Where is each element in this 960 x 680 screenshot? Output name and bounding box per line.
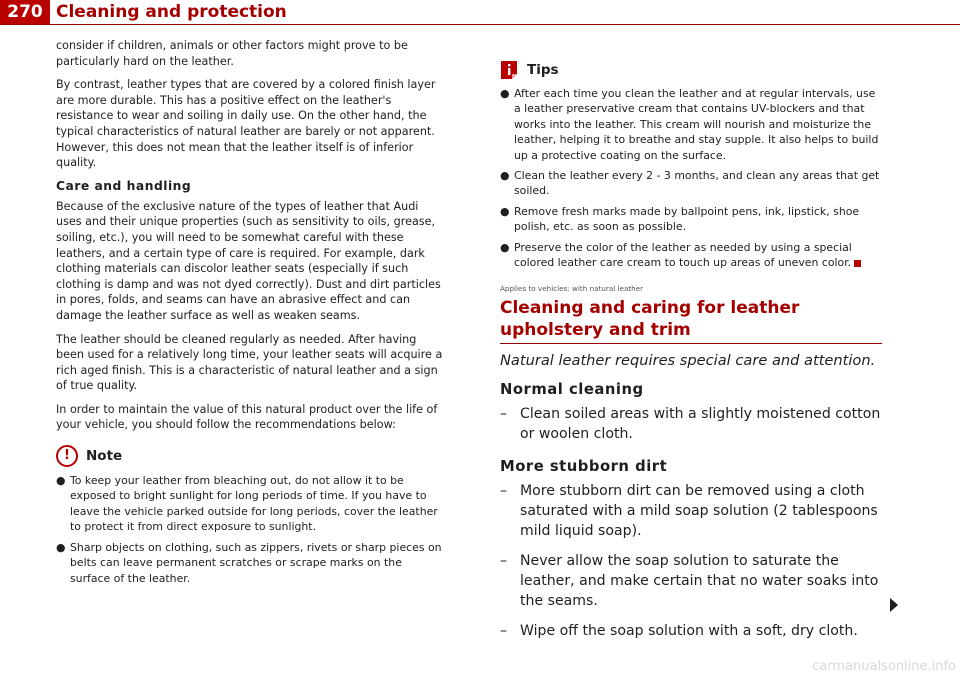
care-heading: Care and handling (56, 178, 192, 193)
step-item: – More stubborn dirt can be removed using a cloth saturated with a mild soap solution (2 tablespoons mild liquid soap). (500, 483, 878, 540)
paragraph-finish-layer: By contrast, leather types that are covered by a colored finish layer are more durable. This has a positive effect on the leather's resistance to wear and soiling in daily use. On the other hand, the typical characteristics of natural leather are barely or not apparent. However, this does not mean that the leather itself is of inferior quality. (56, 78, 436, 170)
step-item: – Wipe off the soap solution with a soft, dry cloth. (500, 623, 858, 640)
left-column (56, 38, 444, 591)
step-item: – Clean soiled areas with a slightly moistened cotton or woolen cloth. (500, 406, 881, 443)
topic-title: Cleaning and caring for leather upholstery and trim (500, 297, 882, 344)
note-bullet: ● To keep your leather from bleaching out, do not allow it to be exposed to bright sunlight for long periods of time. If you have to leave the vehicle parked outside for long periods, cover the leather to protect it from direct exposure to sunlight. (56, 474, 438, 534)
normal-cleaning-heading: Normal cleaning (500, 381, 644, 399)
topic-intro: Natural leather requires special care and attention. (500, 352, 876, 370)
paragraph-care: Because of the exclusive nature of the types of leather that Audi uses and their unique properties (such as sensitivity to oils, grease, soiling, etc.), you will need to be somewhat careful with these leathers, and a certain type of care is required. For example, dark clothing materials can discolor leather seats (especially if such clothing is damp and was not dyed correctly). Dust and dirt particles in pores, folds, and seams can have an abrasive effect and can damage the leather surface as well as weaken seams. (56, 199, 441, 322)
tips-title: Tips (527, 62, 559, 78)
exclamation-circle-icon: ! (56, 445, 78, 467)
page-number: 270 (0, 0, 50, 24)
note-title: Note (86, 448, 123, 465)
continue-arrow-icon (890, 598, 898, 612)
header-rule (0, 24, 960, 25)
tips-header (500, 60, 882, 80)
stubborn-dirt-heading: More stubborn dirt (500, 458, 668, 476)
paragraph-recommendations: In order to maintain the value of this natural product over the life of your vehicle, you should follow the recommendations below: (56, 402, 438, 432)
watermark: carmanualsonline.info (812, 659, 956, 674)
end-of-section-icon (854, 260, 861, 267)
paragraph-intro: consider if children, animals or other factors might prove to be particularly hard on the leather. (56, 39, 408, 68)
step-item: – Never allow the soap solution to saturate the leather, and make certain that no water soaks into the seams. (500, 553, 879, 610)
tips-bullet: ● After each time you clean the leather and at regular intervals, use a leather preservative cream that contains UV-blockers and that works into the leather. This cream will nourish and moisturize the leather, helping it to breathe and stay supple. It also helps to build up a protective coating on the surface. (500, 87, 879, 162)
note-bullet: ● Sharp objects on clothing, such as zippers, rivets or sharp pieces on belts can leave permanent scratches or scrape marks on the surface of the leather. (56, 540, 442, 585)
note-header (56, 445, 444, 467)
tips-bullet: ● Remove fresh marks made by ballpoint pens, ink, lipstick, shoe polish, etc. as soon as possible. (500, 204, 860, 234)
info-tips-icon (500, 60, 518, 80)
tips-bullet: ● Preserve the color of the leather as needed by using a special colored leather care cream to touch up areas of uneven color. (500, 240, 882, 271)
tips-bullet: ● Clean the leather every 2 - 3 months, and clean any areas that get soiled. (500, 169, 880, 198)
paragraph-clean-regularly: The leather should be cleaned regularly as needed. After having been used for a relatively long time, your leather seats will acquire a rich aged finish. This is a characteristic of natural leather and a sign of true quality. (56, 332, 443, 393)
section-title: Cleaning and protection (56, 2, 287, 22)
right-column (500, 38, 882, 651)
applies-to-note: Applies to vehicles: with natural leather (500, 284, 644, 294)
